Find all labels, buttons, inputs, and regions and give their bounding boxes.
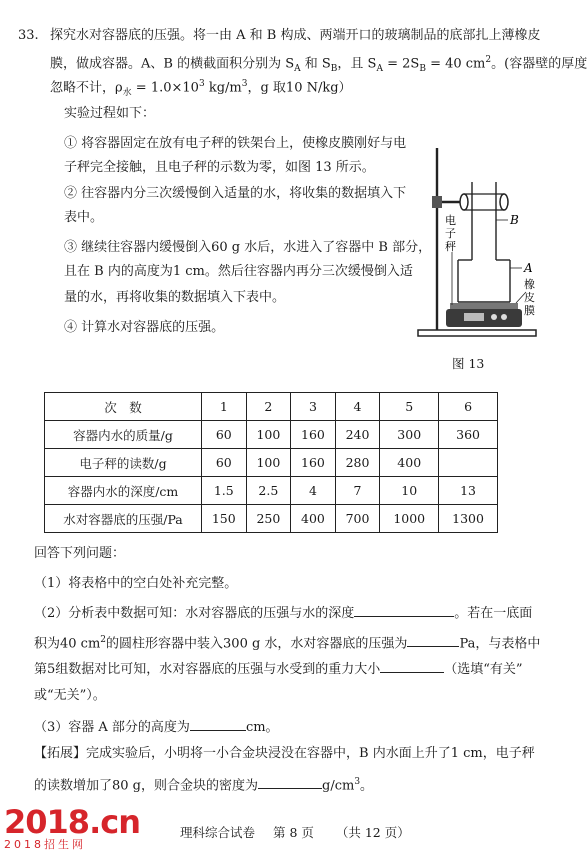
procedure-title: 实验过程如下： — [64, 106, 156, 121]
table-row — [45, 477, 498, 505]
table-cell: 150 — [202, 505, 247, 533]
step-3-line-2: 且在 B 内的高度为1 cm。然后往容器内再分三次缓慢倒入适 — [64, 264, 413, 279]
intro-line-2: 膜，做成容器。A、B 的横截面积分别为 $S_A$ 和 $S_B$，且 $S_A = 2S_B = 40$ $cm^2$。(容器壁的厚度 — [50, 55, 587, 74]
table-cell: 280 — [335, 449, 380, 477]
table-header-cell: 5 — [380, 393, 439, 421]
table-header-cell: 次 数 — [45, 393, 202, 421]
intro-line-1: 探究水对容器底的压强。将一由 A 和 B 构成、两端开口的玻璃制品的底部扎上薄橡皮 — [50, 28, 541, 43]
scale-display — [464, 313, 484, 321]
answer-blank-depth[interactable] — [354, 604, 454, 617]
table-cell: 400 — [380, 449, 439, 477]
footer-subject: 理科综合试卷 — [180, 825, 256, 840]
question-number: 33. — [18, 28, 39, 43]
table-cell: 240 — [335, 421, 380, 449]
step-1-line-1: ① 将容器固定在放有电子秤的铁架台上，使橡皮膜刚好与电 — [64, 136, 407, 151]
table-header-cell: 1 — [202, 393, 247, 421]
answers-title: 回答下列问题： — [34, 546, 126, 561]
table-cell: 160 — [291, 421, 336, 449]
footer-total: （共 12 页） — [335, 825, 410, 840]
q2-line-1: （2）分析表中数据可知：水对容器底的压强与水的深度 。若在一底面 — [34, 606, 533, 621]
label-a: A — [524, 261, 533, 275]
table-header-cell: 6 — [439, 393, 498, 421]
watermark-sub: 2018招生网 — [4, 838, 86, 851]
table-cell: 60 — [202, 449, 247, 477]
watermark-main: 2018.cn — [4, 803, 140, 841]
q3: （3）容器 A 部分的高度为 cm。 — [34, 720, 279, 735]
table-cell: 1300 — [439, 505, 498, 533]
table-cell: 1000 — [380, 505, 439, 533]
label-scale-3: 秤 — [445, 240, 456, 253]
table-cell: 13 — [439, 477, 498, 505]
table-cell: 400 — [291, 505, 336, 533]
q1: （1）将表格中的空白处补充完整。 — [34, 576, 238, 591]
table-cell: 10 — [380, 477, 439, 505]
table-cell-blank — [439, 449, 498, 477]
step-1-line-2: 子秤完全接触，且电子秤的示数为零，如图 13 所示。 — [64, 160, 375, 175]
table-row — [45, 421, 498, 449]
table-cell: 160 — [291, 449, 336, 477]
table-cell: 7 — [335, 477, 380, 505]
table-cell: 300 — [380, 421, 439, 449]
clamp-ring — [460, 194, 468, 210]
figure-caption: 图 13 — [452, 356, 485, 371]
label-film-1: 橡 — [524, 278, 535, 291]
q2-line-3: 第5组数据对比可知，水对容器底的压强与水受到的重力大小 （选填“有关” — [34, 662, 523, 677]
extension-line-2: 的读数增加了80 g，则合金块的密度为 $g/cm^3$。 — [34, 777, 374, 794]
clamp-knob — [432, 196, 442, 208]
watermark-logo — [4, 805, 140, 851]
table-cell: 4 — [291, 477, 336, 505]
q2-line-4: 或“无关”）。 — [34, 688, 106, 703]
table-cell: 容器内水的质量/g — [45, 421, 202, 449]
answer-blank-gravity[interactable] — [380, 660, 444, 673]
table-header-cell: 4 — [335, 393, 380, 421]
table-cell: 60 — [202, 421, 247, 449]
table-cell: 水对容器底的压强/Pa — [45, 505, 202, 533]
step-3-line-3: 量的水，再将收集的数据填入下表中。 — [64, 290, 286, 305]
label-scale-1: 电 — [445, 214, 456, 227]
label-film-3: 膜 — [524, 304, 535, 317]
electronic-scale — [450, 303, 518, 309]
table-cell: 250 — [246, 505, 291, 533]
answer-blank-density[interactable] — [258, 776, 322, 789]
answer-blank-height[interactable] — [190, 718, 246, 731]
table-cell: 2.5 — [246, 477, 291, 505]
table-cell: 电子秤的读数/g — [45, 449, 202, 477]
step-4: ④ 计算水对容器底的压强。 — [64, 320, 225, 335]
footer-page: 第 8 页 — [272, 825, 314, 840]
table-header-cell: 2 — [246, 393, 291, 421]
label-film-2: 皮 — [524, 291, 535, 304]
step-2-line-2: 表中。 — [64, 210, 104, 225]
data-table — [44, 392, 498, 533]
stand-base — [418, 330, 536, 336]
table-row — [45, 449, 498, 477]
label-scale-2: 子 — [445, 227, 456, 240]
table-cell: 1.5 — [202, 477, 247, 505]
label-b: B — [510, 213, 519, 227]
table-cell: 700 — [335, 505, 380, 533]
table-header-row — [45, 393, 498, 421]
step-2-line-1: ② 往容器内分三次缓慢倒入适量的水，将收集的数据填入下 — [64, 186, 407, 201]
q2-line-2: 积为40 $cm^2$的圆柱形容器中装入300 g 水，水对容器底的压强为 Pa，与表格中 — [34, 635, 541, 652]
extension-line-1: 【拓展】完成实验后，小明将一小合金块浸没在容器中，B 内水面上升了1 cm，电子秤 — [34, 746, 535, 761]
intro-line-3: 忽略不计，$\rho_水 = 1.0\times 10^3$ $kg/m^3$，g 取10 N/kg） — [50, 79, 352, 98]
page-footer — [180, 823, 410, 841]
step-3-line-1: ③ 继续往容器内缓慢倒入60 g 水后，水进入了容器中 B 部分， — [64, 240, 432, 255]
table-cell: 100 — [246, 449, 291, 477]
table-cell: 360 — [439, 421, 498, 449]
answer-blank-pressure[interactable] — [407, 634, 459, 647]
table-cell: 100 — [246, 421, 291, 449]
table-header-cell: 3 — [291, 393, 336, 421]
table-row — [45, 505, 498, 533]
experiment-figure — [412, 140, 542, 350]
table-cell: 容器内水的深度/cm — [45, 477, 202, 505]
